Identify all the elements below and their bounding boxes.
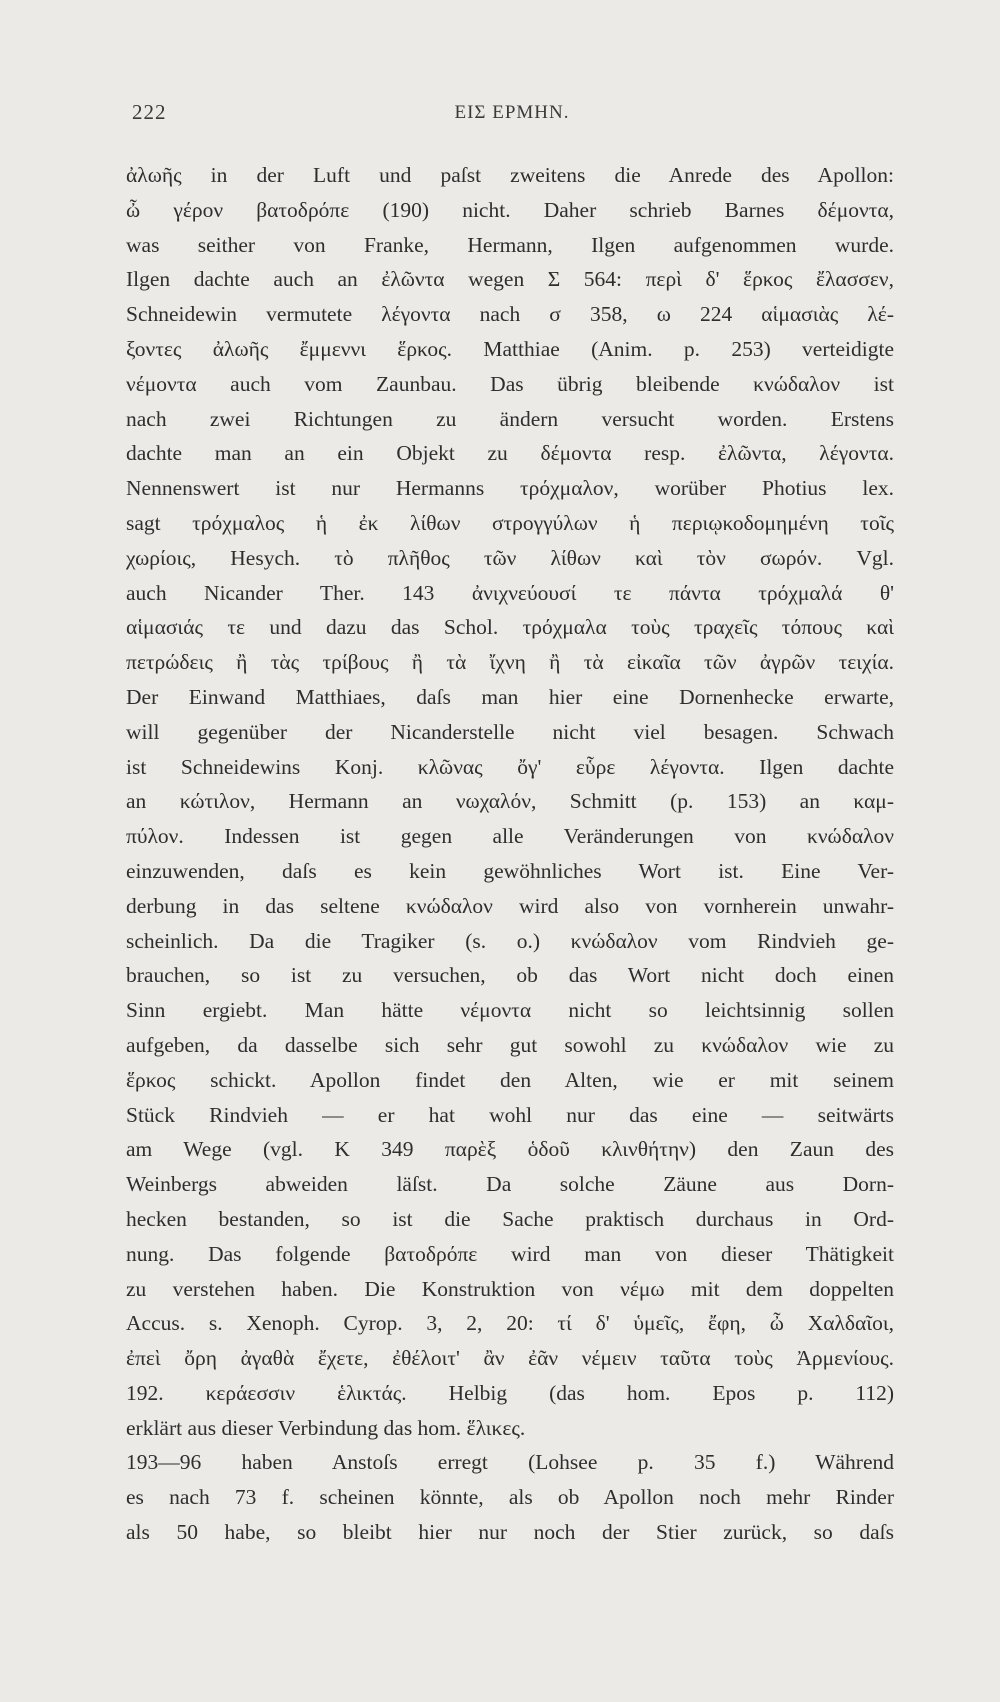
text-line: Sinn ergiebt. Man hätte νέμοντα nicht so leichtsinnig sollen bbox=[126, 998, 894, 1023]
text-line: ὦ γέρον βατοδρόπε (190) nicht. Daher schrieb Barnes δέμοντα, bbox=[126, 197, 894, 222]
page-header bbox=[132, 100, 892, 130]
text-line: nung. Das folgende βατοδρόπε wird man von dieser Thätigkeit bbox=[126, 1241, 894, 1266]
text-line: sagt τρόχμαλος ἡ ἐκ λίθων στρογγύλων ἡ περιῳκοδομημένη τοῖς bbox=[126, 510, 894, 535]
text-line: scheinlich. Da die Tragiker (s. o.) κνώδαλον vom Rindvieh ge- bbox=[126, 928, 894, 953]
text-line: will gegenüber der Nicanderstelle nicht viel besagen. Schwach bbox=[126, 719, 894, 744]
text-line: Nennenswert ist nur Hermanns τρόχμαλον, worüber Photius lex. bbox=[126, 476, 894, 501]
text-line: als 50 habe, so bleibt hier nur noch der Stier zurück, so daſs bbox=[126, 1520, 894, 1545]
text-line: aufgeben, da dasselbe sich sehr gut sowohl zu κνώδαλον wie zu bbox=[126, 1032, 894, 1057]
text-line: Ilgen dachte auch an ἐλῶντα wegen Σ 564: περὶ δ' ἕρκος ἔλασσεν, bbox=[126, 267, 894, 292]
text-line: am Wege (vgl. K 349 παρὲξ ὁδοῦ κλινθήτην) den Zaun des bbox=[126, 1137, 894, 1162]
text-line: 193—96 haben Anstoſs erregt (Lohsee p. 35 f.) Während bbox=[126, 1450, 894, 1475]
text-line: hecken bestanden, so ist die Sache praktisch durchaus in Ord- bbox=[126, 1206, 894, 1231]
page-number: 222 bbox=[132, 100, 167, 124]
text-line: es nach 73 f. scheinen könnte, als ob Apollon noch mehr Rinder bbox=[126, 1485, 894, 1510]
text-line: ξοντες ἀλωῆς ἔμμεννι ἕρκος. Matthiae (Anim. p. 253) verteidigte bbox=[126, 336, 894, 361]
text-line: ἐπεὶ ὄρη ἀγαθὰ ἔχετε, ἐθέλοιτ' ἂν ἐᾶν νέμειν ταῦτα τοὺς Ἀρμενίους. bbox=[126, 1346, 894, 1371]
text-line: ἕρκος schickt. Apollon findet den Alten, wie er mit seinem bbox=[126, 1067, 894, 1092]
text-line: einzuwenden, daſs es kein gewöhnliches Wort ist. Eine Ver- bbox=[126, 858, 894, 883]
text-line: Schneidewin vermutete λέγοντα nach σ 358, ω 224 αἱμασιὰς λέ- bbox=[126, 302, 894, 327]
body-text bbox=[126, 158, 894, 1550]
text-line: an κώτιλον, Hermann an νωχαλόν, Schmitt (p. 153) an καμ- bbox=[126, 789, 894, 814]
text-line: nach zwei Richtungen zu ändern versucht worden. Erstens bbox=[126, 406, 894, 431]
text-line: erklärt aus dieser Verbindung das hom. ἕλικες. bbox=[126, 1415, 526, 1440]
running-title: ΕΙΣ ΕΡΜΗΝ. bbox=[454, 102, 570, 123]
text-line: zu verstehen haben. Die Konstruktion von νέμω mit dem doppelten bbox=[126, 1276, 894, 1301]
text-line: brauchen, so ist zu versuchen, ob das Wort nicht doch einen bbox=[126, 963, 894, 988]
text-line: Stück Rindvieh — er hat wohl nur das eine — seitwärts bbox=[126, 1102, 894, 1127]
text-line: ἀλωῆς in der Luft und paſst zweitens die Anrede des Apollon: bbox=[126, 163, 894, 187]
text-line: Der Einwand Matthiaes, daſs man hier eine Dornenhecke erwarte, bbox=[126, 684, 894, 709]
text-line: Accus. s. Xenoph. Cyrop. 3, 2, 20: τί δ' ὑμεῖς, ἔφη, ὦ Χαλδαῖοι, bbox=[126, 1311, 894, 1336]
text-line: νέμοντα auch vom Zaunbau. Das übrig bleibende κνώδαλον ist bbox=[126, 371, 894, 396]
text-line: auch Nicander Ther. 143 ἀνιχνεύουσί τε πάντα τρόχμαλά θ' bbox=[126, 580, 894, 605]
text-line: derbung in das seltene κνώδαλον wird also von vornherein unwahr- bbox=[126, 893, 894, 918]
text-line: ist Schneidewins Konj. κλῶνας ὄγ' εὗρε λέγοντα. Ilgen dachte bbox=[126, 754, 894, 779]
text-line: 192. κεράεσσιν ἑλικτάς. Helbig (das hom. Epos p. 112) bbox=[126, 1380, 894, 1405]
text-line: dachte man an ein Objekt zu δέμοντα resp. ἐλῶντα, λέγοντα. bbox=[126, 441, 894, 466]
text-line: Weinbergs abweiden läſst. Da solche Zäune aus Dorn- bbox=[126, 1172, 894, 1197]
text-line: was seither von Franke, Hermann, Ilgen aufgenommen wurde. bbox=[126, 232, 894, 257]
text-line: χωρίοις, Hesych. τὸ πλῆθος τῶν λίθων καὶ τὸν σωρόν. Vgl. bbox=[126, 545, 894, 570]
text-line: αἱμασιάς τε und dazu das Schol. τρόχμαλα τοὺς τραχεῖς τόπους καὶ bbox=[126, 615, 894, 640]
text-line: πετρώδεις ἢ τὰς τρίβους ἢ τὰ ἴχνη ἢ τὰ εἰκαῖα τῶν ἀγρῶν τειχία. bbox=[126, 650, 894, 675]
text-line: πύλον. Indessen ist gegen alle Veränderungen von κνώδαλον bbox=[126, 824, 894, 849]
